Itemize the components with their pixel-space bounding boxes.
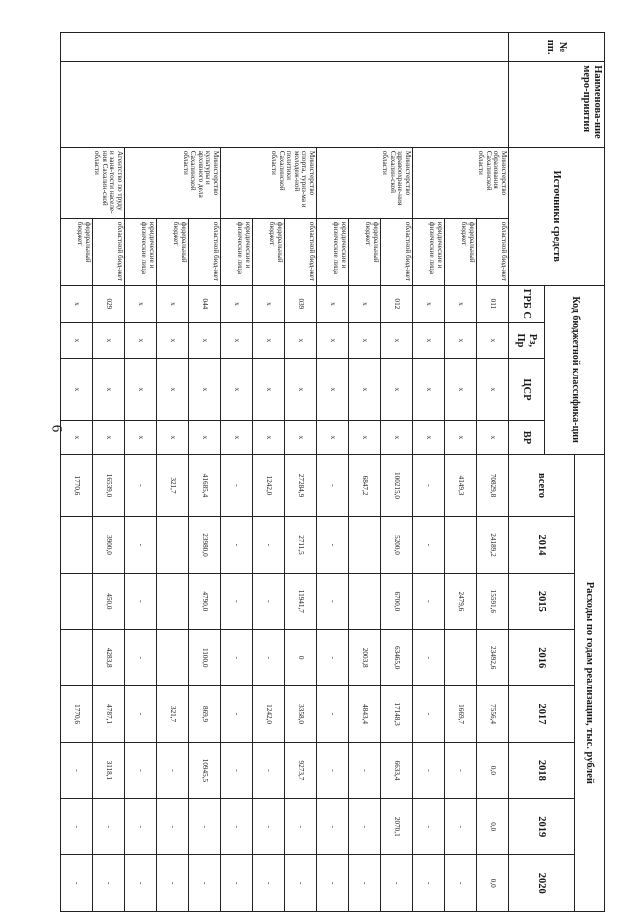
num-cell xyxy=(61,33,509,62)
value-cell: 4843,4 xyxy=(349,686,381,742)
name-cell xyxy=(61,62,509,148)
org-cell: Министерство образования Сахалинской области xyxy=(413,147,509,218)
header-vr: ВР xyxy=(509,421,545,454)
value-cell: 3900,0 xyxy=(93,517,125,573)
value-cell: - xyxy=(125,855,157,912)
org-cell: Министерство культуры и архивного дела Сахалинской области xyxy=(125,147,221,218)
value-cell: - xyxy=(413,573,445,629)
value-cell: 4283,8 xyxy=(93,630,125,686)
rzpr-cell: х xyxy=(349,323,381,358)
grbs-cell: х xyxy=(125,285,157,323)
source-cell: федеральный бюджет xyxy=(157,218,189,285)
source-cell: федеральный бюджет xyxy=(61,218,93,285)
value-cell: - xyxy=(221,454,253,517)
value-cell: - xyxy=(221,742,253,798)
rzpr-cell: х xyxy=(125,323,157,358)
value-cell: - xyxy=(413,454,445,517)
org-cell: Министерство здравоохране-ния Сахалин-ской области xyxy=(317,147,413,218)
value-cell: - xyxy=(221,799,253,855)
value-cell: - xyxy=(221,573,253,629)
value-cell xyxy=(445,630,477,686)
value-cell: 23980,0 xyxy=(189,517,221,573)
source-cell: юридические и физические лица xyxy=(317,218,349,285)
rzpr-cell: х xyxy=(285,323,317,358)
value-cell: - xyxy=(125,630,157,686)
org-cell: Министерство спорта, туриз-ма и молодеж-ной политики Сахалинской области xyxy=(221,147,317,218)
grbs-cell: х xyxy=(157,285,189,323)
csr-cell: х xyxy=(285,358,317,421)
rzpr-cell: х xyxy=(381,323,413,358)
value-cell: - xyxy=(285,855,317,912)
vr-cell: х xyxy=(221,421,253,454)
org-cell: Агентство по труду и заня-тости населе-ния Сахалин-ской области xyxy=(61,147,125,218)
source-cell: федеральный бюджет xyxy=(445,218,477,285)
vr-cell: х xyxy=(61,421,93,454)
value-cell: 321,7 xyxy=(157,686,189,742)
header-year-2019: 2019 xyxy=(509,799,575,855)
csr-cell: х xyxy=(125,358,157,421)
source-cell: юридические и физические лица xyxy=(125,218,157,285)
value-cell: 4790,0 xyxy=(189,573,221,629)
rzpr-cell: х xyxy=(221,323,253,358)
value-cell: - xyxy=(61,742,93,798)
grbs-cell: х xyxy=(221,285,253,323)
value-cell: - xyxy=(317,573,349,629)
header-year-2015: 2015 xyxy=(509,573,575,629)
source-cell: областной бюд-жет xyxy=(189,218,221,285)
csr-cell: х xyxy=(157,358,189,421)
vr-cell: х xyxy=(413,421,445,454)
value-cell: 321,7 xyxy=(157,454,189,517)
source-cell: областной бюд-жет xyxy=(381,218,413,285)
value-cell: - xyxy=(125,517,157,573)
value-cell: - xyxy=(221,855,253,912)
page-number: 6 xyxy=(48,424,65,433)
value-cell xyxy=(349,517,381,573)
value-cell: - xyxy=(125,799,157,855)
rzpr-cell: х xyxy=(93,323,125,358)
value-cell: 11941,7 xyxy=(285,573,317,629)
value-cell: - xyxy=(413,517,445,573)
value-cell: 70829,8 xyxy=(477,454,509,517)
value-cell: 2003,8 xyxy=(349,630,381,686)
value-cell: 7556,4 xyxy=(477,686,509,742)
source-cell: юридические и физические лица xyxy=(221,218,253,285)
value-cell: - xyxy=(413,742,445,798)
csr-cell: х xyxy=(189,358,221,421)
header-year-total: всего xyxy=(509,454,575,517)
value-cell: 1770,6 xyxy=(61,454,93,517)
value-cell: 2479,6 xyxy=(445,573,477,629)
value-cell: 24189,2 xyxy=(477,517,509,573)
value-cell: 1100,0 xyxy=(189,630,221,686)
value-cell: 1669,7 xyxy=(445,686,477,742)
csr-cell: х xyxy=(93,358,125,421)
grbs-cell: х xyxy=(445,285,477,323)
value-cell: - xyxy=(253,630,285,686)
value-cell: - xyxy=(221,517,253,573)
value-cell: 23492,6 xyxy=(477,630,509,686)
value-cell: 6633,4 xyxy=(381,742,413,798)
value-cell: - xyxy=(381,855,413,912)
value-cell: 4149,3 xyxy=(445,454,477,517)
value-cell: - xyxy=(317,799,349,855)
vr-cell: х xyxy=(349,421,381,454)
grbs-cell: х xyxy=(61,285,93,323)
vr-cell: х xyxy=(157,421,189,454)
header-expenses: Расходы по годам реализации, тыс. рублей xyxy=(575,454,605,911)
value-cell: 0,0 xyxy=(477,855,509,912)
grbs-cell: 012 xyxy=(381,285,413,323)
value-cell: - xyxy=(221,630,253,686)
value-cell: - xyxy=(189,799,221,855)
csr-cell: х xyxy=(413,358,445,421)
vr-cell: х xyxy=(317,421,349,454)
header-year-2014: 2014 xyxy=(509,517,575,573)
vr-cell: х xyxy=(253,421,285,454)
rzpr-cell: х xyxy=(157,323,189,358)
value-cell: - xyxy=(317,686,349,742)
value-cell: - xyxy=(221,686,253,742)
value-cell: - xyxy=(413,799,445,855)
value-cell xyxy=(157,517,189,573)
value-cell xyxy=(157,573,189,629)
grbs-cell: х xyxy=(253,285,285,323)
rzpr-cell: х xyxy=(189,323,221,358)
value-cell: - xyxy=(61,799,93,855)
value-cell: - xyxy=(93,855,125,912)
value-cell xyxy=(61,630,93,686)
value-cell: 16539,0 xyxy=(93,454,125,517)
rzpr-cell: х xyxy=(317,323,349,358)
value-cell: 10945,5 xyxy=(189,742,221,798)
header-rzpr: Рз, Пр xyxy=(509,323,545,358)
value-cell: - xyxy=(349,855,381,912)
header-year-2017: 2017 xyxy=(509,686,575,742)
rzpr-cell: х xyxy=(445,323,477,358)
source-cell: федеральный бюджет xyxy=(253,218,285,285)
value-cell: - xyxy=(285,799,317,855)
table-row xyxy=(477,33,509,912)
grbs-cell: х xyxy=(317,285,349,323)
header-num: № пп. xyxy=(509,33,605,62)
value-cell xyxy=(445,517,477,573)
table-row xyxy=(93,33,125,912)
csr-cell: х xyxy=(381,358,413,421)
source-cell: областной бюд-жет xyxy=(93,218,125,285)
grbs-cell: х xyxy=(413,285,445,323)
header-name: Наименова-ние меро-приятия xyxy=(509,62,605,148)
value-cell: 0 xyxy=(285,630,317,686)
value-cell: - xyxy=(157,742,189,798)
value-cell: - xyxy=(445,799,477,855)
header-year-2018: 2018 xyxy=(509,742,575,798)
value-cell: 17148,3 xyxy=(381,686,413,742)
value-cell: - xyxy=(317,517,349,573)
value-cell: 1242,0 xyxy=(253,686,285,742)
vr-cell: х xyxy=(285,421,317,454)
value-cell xyxy=(157,630,189,686)
value-cell: 5200,0 xyxy=(381,517,413,573)
value-cell: 4787,1 xyxy=(93,686,125,742)
value-cell: 6847,2 xyxy=(349,454,381,517)
table-row xyxy=(189,33,221,912)
value-cell xyxy=(61,517,93,573)
value-cell: - xyxy=(253,799,285,855)
value-cell: - xyxy=(349,742,381,798)
vr-cell: х xyxy=(93,421,125,454)
value-cell: 3118,1 xyxy=(93,742,125,798)
value-cell: 27284,9 xyxy=(285,454,317,517)
value-cell: - xyxy=(61,855,93,912)
grbs-cell: 011 xyxy=(477,285,509,323)
value-cell: 41685,4 xyxy=(189,454,221,517)
value-cell: 100215,0 xyxy=(381,454,413,517)
value-cell xyxy=(349,573,381,629)
value-cell: - xyxy=(317,742,349,798)
value-cell: - xyxy=(253,855,285,912)
source-cell: областной бюд-жет xyxy=(285,218,317,285)
source-cell: юридические и физические лица xyxy=(413,218,445,285)
value-cell: 0,0 xyxy=(477,742,509,798)
value-cell: - xyxy=(93,799,125,855)
value-cell: 1770,6 xyxy=(61,686,93,742)
table-row xyxy=(381,33,413,912)
value-cell: - xyxy=(253,742,285,798)
value-cell: - xyxy=(125,573,157,629)
value-cell: - xyxy=(317,855,349,912)
value-cell: 0,0 xyxy=(477,799,509,855)
grbs-cell: 039 xyxy=(285,285,317,323)
value-cell: - xyxy=(413,855,445,912)
budget-table xyxy=(60,32,605,912)
header-grbs: ГРБ С xyxy=(509,285,545,323)
value-cell: 9273,7 xyxy=(285,742,317,798)
header-sources: Источники средств xyxy=(509,147,605,285)
csr-cell: х xyxy=(317,358,349,421)
csr-cell: х xyxy=(477,358,509,421)
vr-cell: х xyxy=(381,421,413,454)
header-year-2020: 2020 xyxy=(509,855,575,912)
value-cell: - xyxy=(253,573,285,629)
budget-table-sheet xyxy=(73,32,605,912)
value-cell: 450,0 xyxy=(93,573,125,629)
value-cell: - xyxy=(317,630,349,686)
value-cell: 2711,5 xyxy=(285,517,317,573)
value-cell: 63465,0 xyxy=(381,630,413,686)
value-cell: - xyxy=(125,454,157,517)
vr-cell: х xyxy=(189,421,221,454)
grbs-cell: х xyxy=(349,285,381,323)
value-cell: 869,9 xyxy=(189,686,221,742)
source-cell: федеральный бюджет xyxy=(349,218,381,285)
value-cell: - xyxy=(317,454,349,517)
vr-cell: х xyxy=(125,421,157,454)
value-cell: - xyxy=(189,855,221,912)
value-cell: - xyxy=(413,630,445,686)
value-cell: 3358,0 xyxy=(285,686,317,742)
rzpr-cell: х xyxy=(413,323,445,358)
value-cell: 15591,6 xyxy=(477,573,509,629)
value-cell: - xyxy=(349,799,381,855)
value-cell: - xyxy=(413,686,445,742)
rzpr-cell: х xyxy=(253,323,285,358)
value-cell: - xyxy=(253,517,285,573)
csr-cell: х xyxy=(221,358,253,421)
rzpr-cell: х xyxy=(61,323,93,358)
value-cell: - xyxy=(125,686,157,742)
value-cell: - xyxy=(445,855,477,912)
value-cell: 2070,1 xyxy=(381,799,413,855)
csr-cell: х xyxy=(253,358,285,421)
value-cell: - xyxy=(125,742,157,798)
header-csr: ЦСР xyxy=(509,358,545,421)
grbs-cell: 044 xyxy=(189,285,221,323)
value-cell xyxy=(61,573,93,629)
value-cell: 6700,0 xyxy=(381,573,413,629)
source-cell: областной бюд-жет xyxy=(477,218,509,285)
vr-cell: х xyxy=(477,421,509,454)
value-cell: - xyxy=(157,799,189,855)
csr-cell: х xyxy=(61,358,93,421)
vr-cell: х xyxy=(445,421,477,454)
header-budget-code: Код бюджетной классифика-ции xyxy=(545,285,605,454)
value-cell: - xyxy=(445,742,477,798)
grbs-cell: 029 xyxy=(93,285,125,323)
csr-cell: х xyxy=(445,358,477,421)
csr-cell: х xyxy=(349,358,381,421)
value-cell: 1242,0 xyxy=(253,454,285,517)
value-cell: - xyxy=(157,855,189,912)
header-year-2016: 2016 xyxy=(509,630,575,686)
rzpr-cell: х xyxy=(477,323,509,358)
table-row xyxy=(285,33,317,912)
